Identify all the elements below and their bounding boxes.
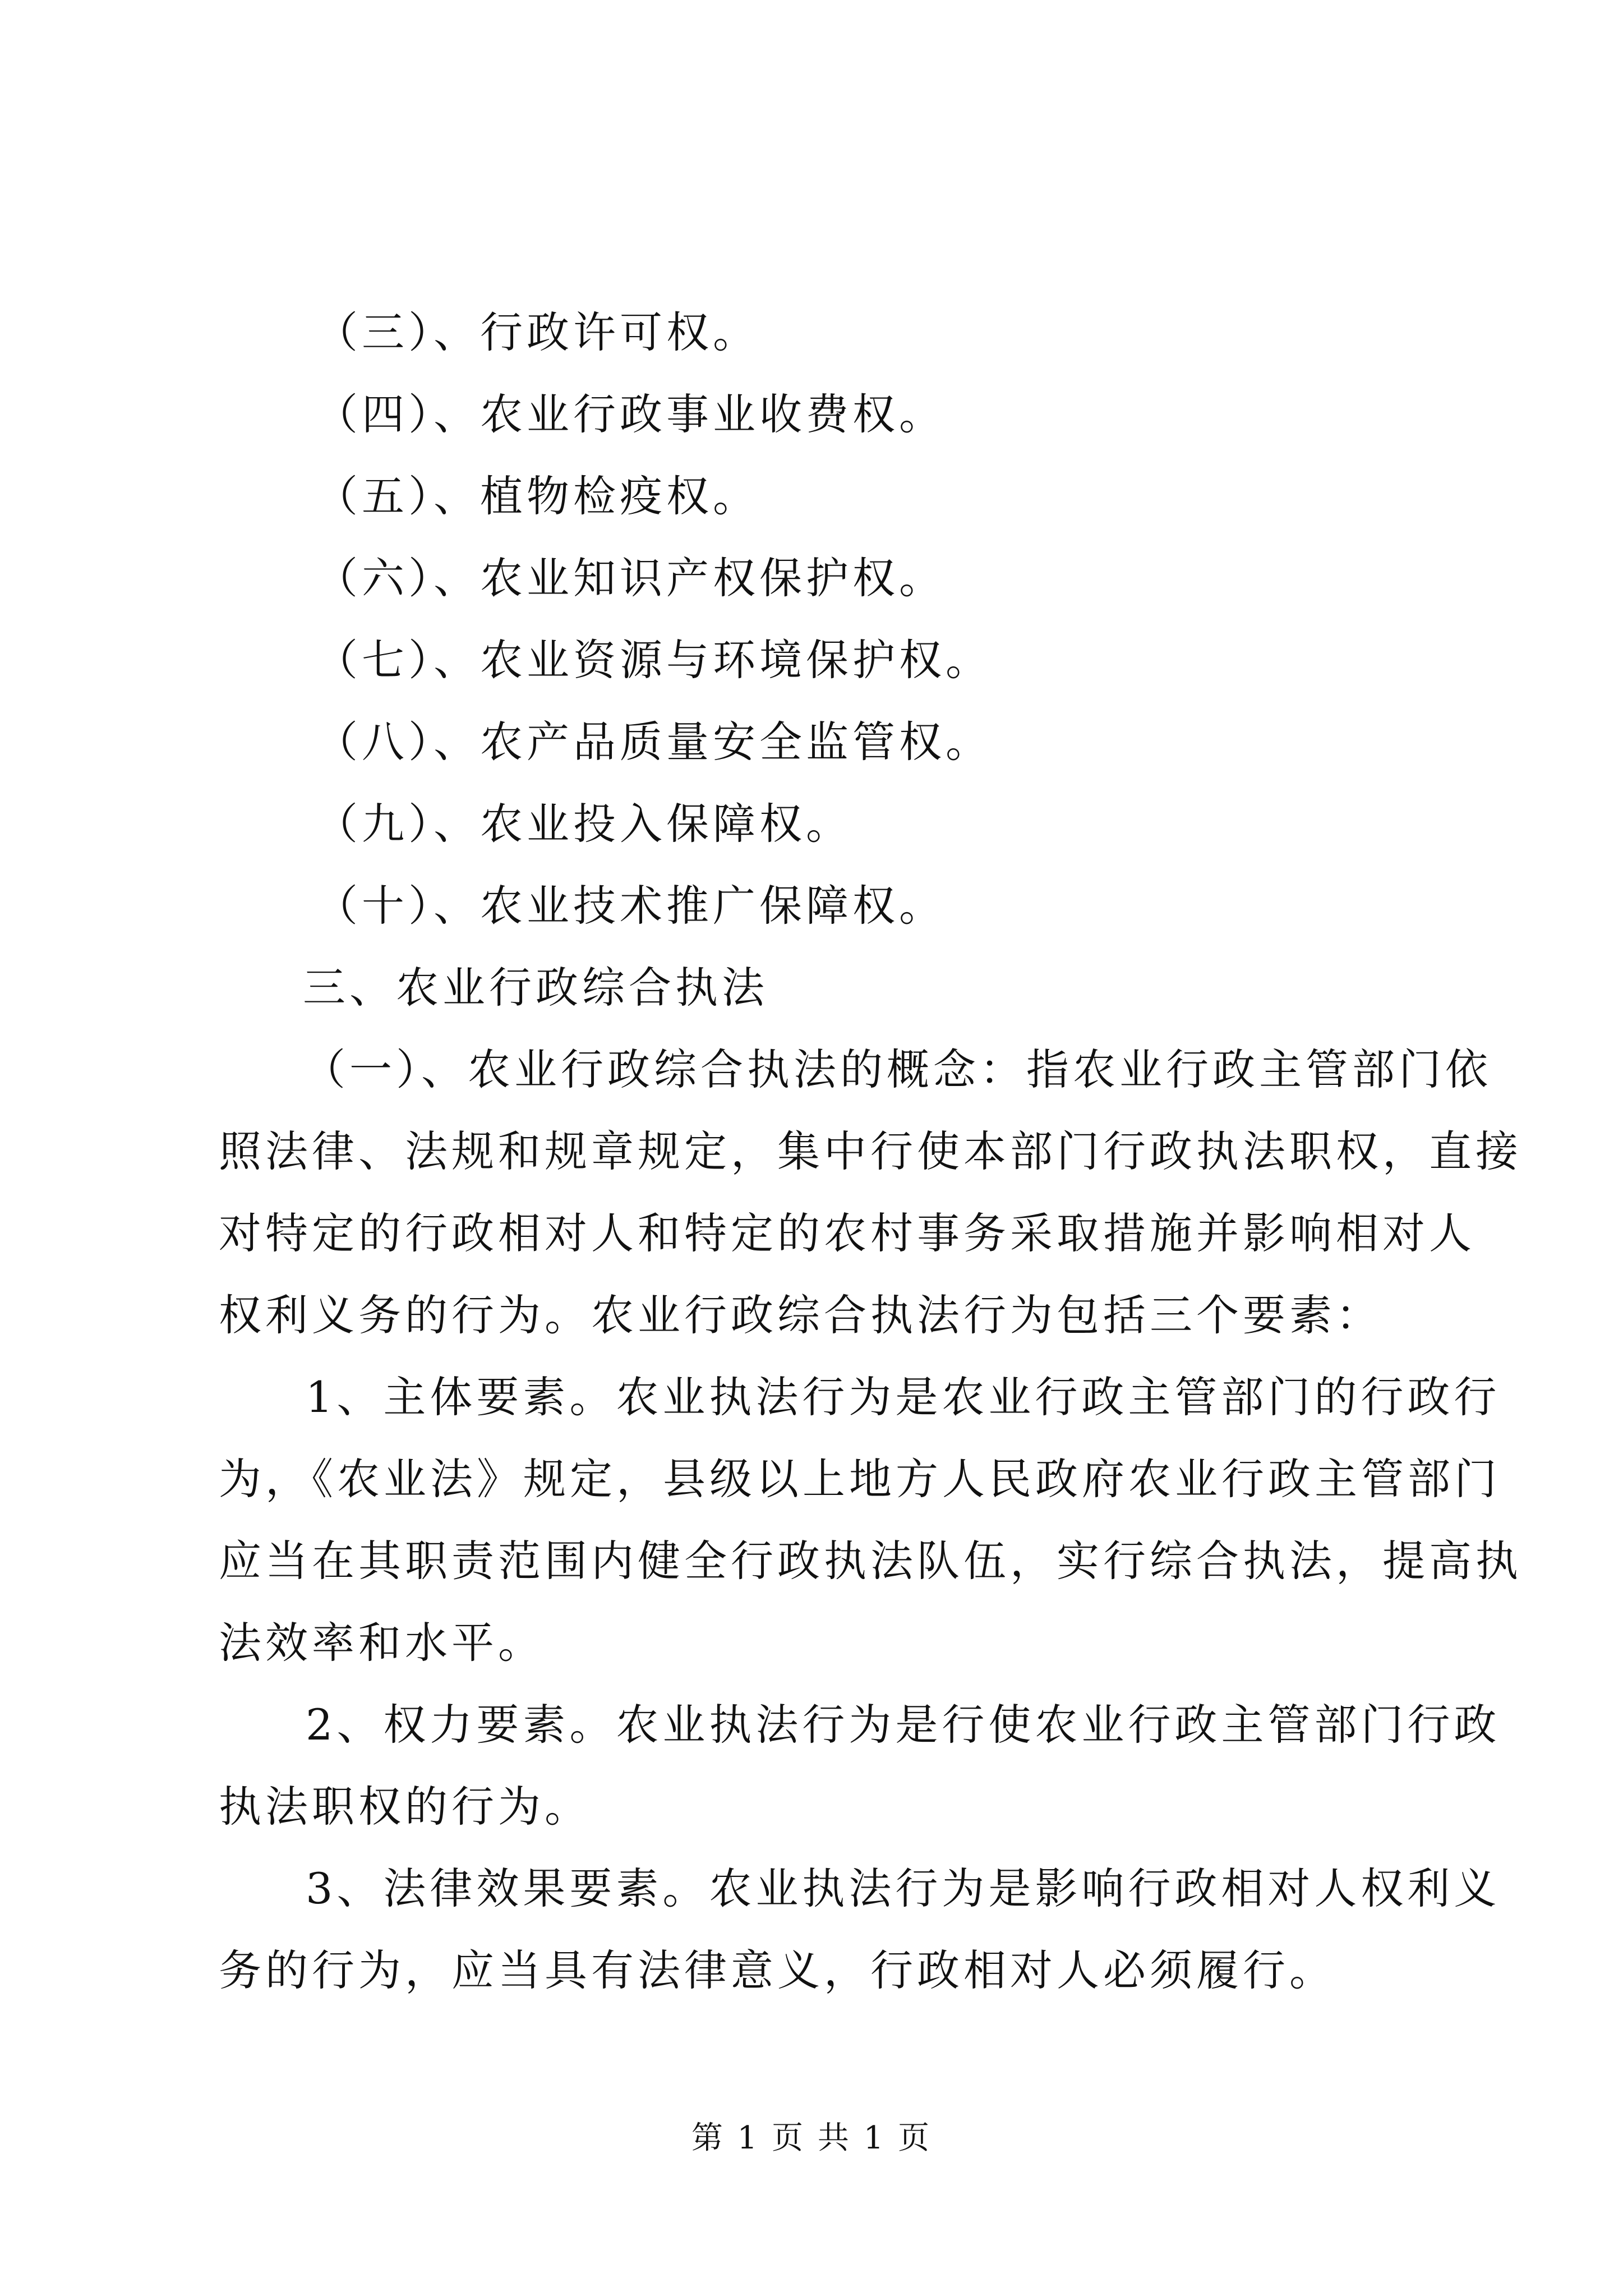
paragraph-subject-line: 应当在其职责范围内健全行政执法队伍，实行综合执法，提高执 — [219, 1536, 1522, 1586]
document-body — [219, 292, 1522, 2012]
paragraph-subject-line: 为，《农业法》规定，县级以上地方人民政府农业行政主管部门 — [219, 1454, 1501, 1504]
list-item: （七）、农业资源与环境保护权。 — [315, 635, 992, 685]
list-item: （五）、植物检疫权。 — [315, 471, 759, 521]
list-item: （九）、农业投入保障权。 — [315, 799, 852, 849]
list-item: （八）、农产品质量安全监管权。 — [315, 717, 992, 767]
paragraph-subject-line: 1、主体要素。农业执法行为是农业行政主管部门的行政行 — [306, 1372, 1501, 1422]
paragraph-concept-line: （一）、农业行政综合执法的概念：指农业行政主管部门依 — [303, 1045, 1492, 1094]
paragraph-power-line: 2、权力要素。农业执法行为是行使农业行政主管部门行政 — [306, 1700, 1501, 1750]
paragraph-concept-line: 权利义务的行为。农业行政综合执法行为包括三个要素： — [219, 1290, 1382, 1340]
paragraph-subject-line: 法效率和水平。 — [219, 1618, 545, 1668]
list-item: （四）、农业行政事业收费权。 — [315, 389, 946, 439]
paragraph-effect-line: 3、法律效果要素。农业执法行为是影响行政相对人权利义 — [306, 1864, 1501, 1913]
list-item: （六）、农业知识产权保护权。 — [315, 553, 946, 603]
paragraph-concept-line: 照法律、法规和规章规定，集中行使本部门行政执法职权，直接 — [219, 1126, 1522, 1176]
list-item: （十）、农业技术推广保障权。 — [315, 881, 946, 931]
section-heading: 三、农业行政综合执法 — [303, 963, 768, 1013]
paragraph-concept-line: 对特定的行政相对人和特定的农村事务采取措施并影响相对人 — [219, 1208, 1476, 1258]
paragraph-effect-line: 务的行为，应当具有法律意义，行政相对人必须履行。 — [219, 1945, 1336, 1995]
list-item: （三）、行政许可权。 — [315, 307, 759, 357]
paragraph-power-line: 执法职权的行为。 — [219, 1782, 591, 1832]
page-footer: 第 1 页 共 1 页 — [691, 2120, 932, 2156]
